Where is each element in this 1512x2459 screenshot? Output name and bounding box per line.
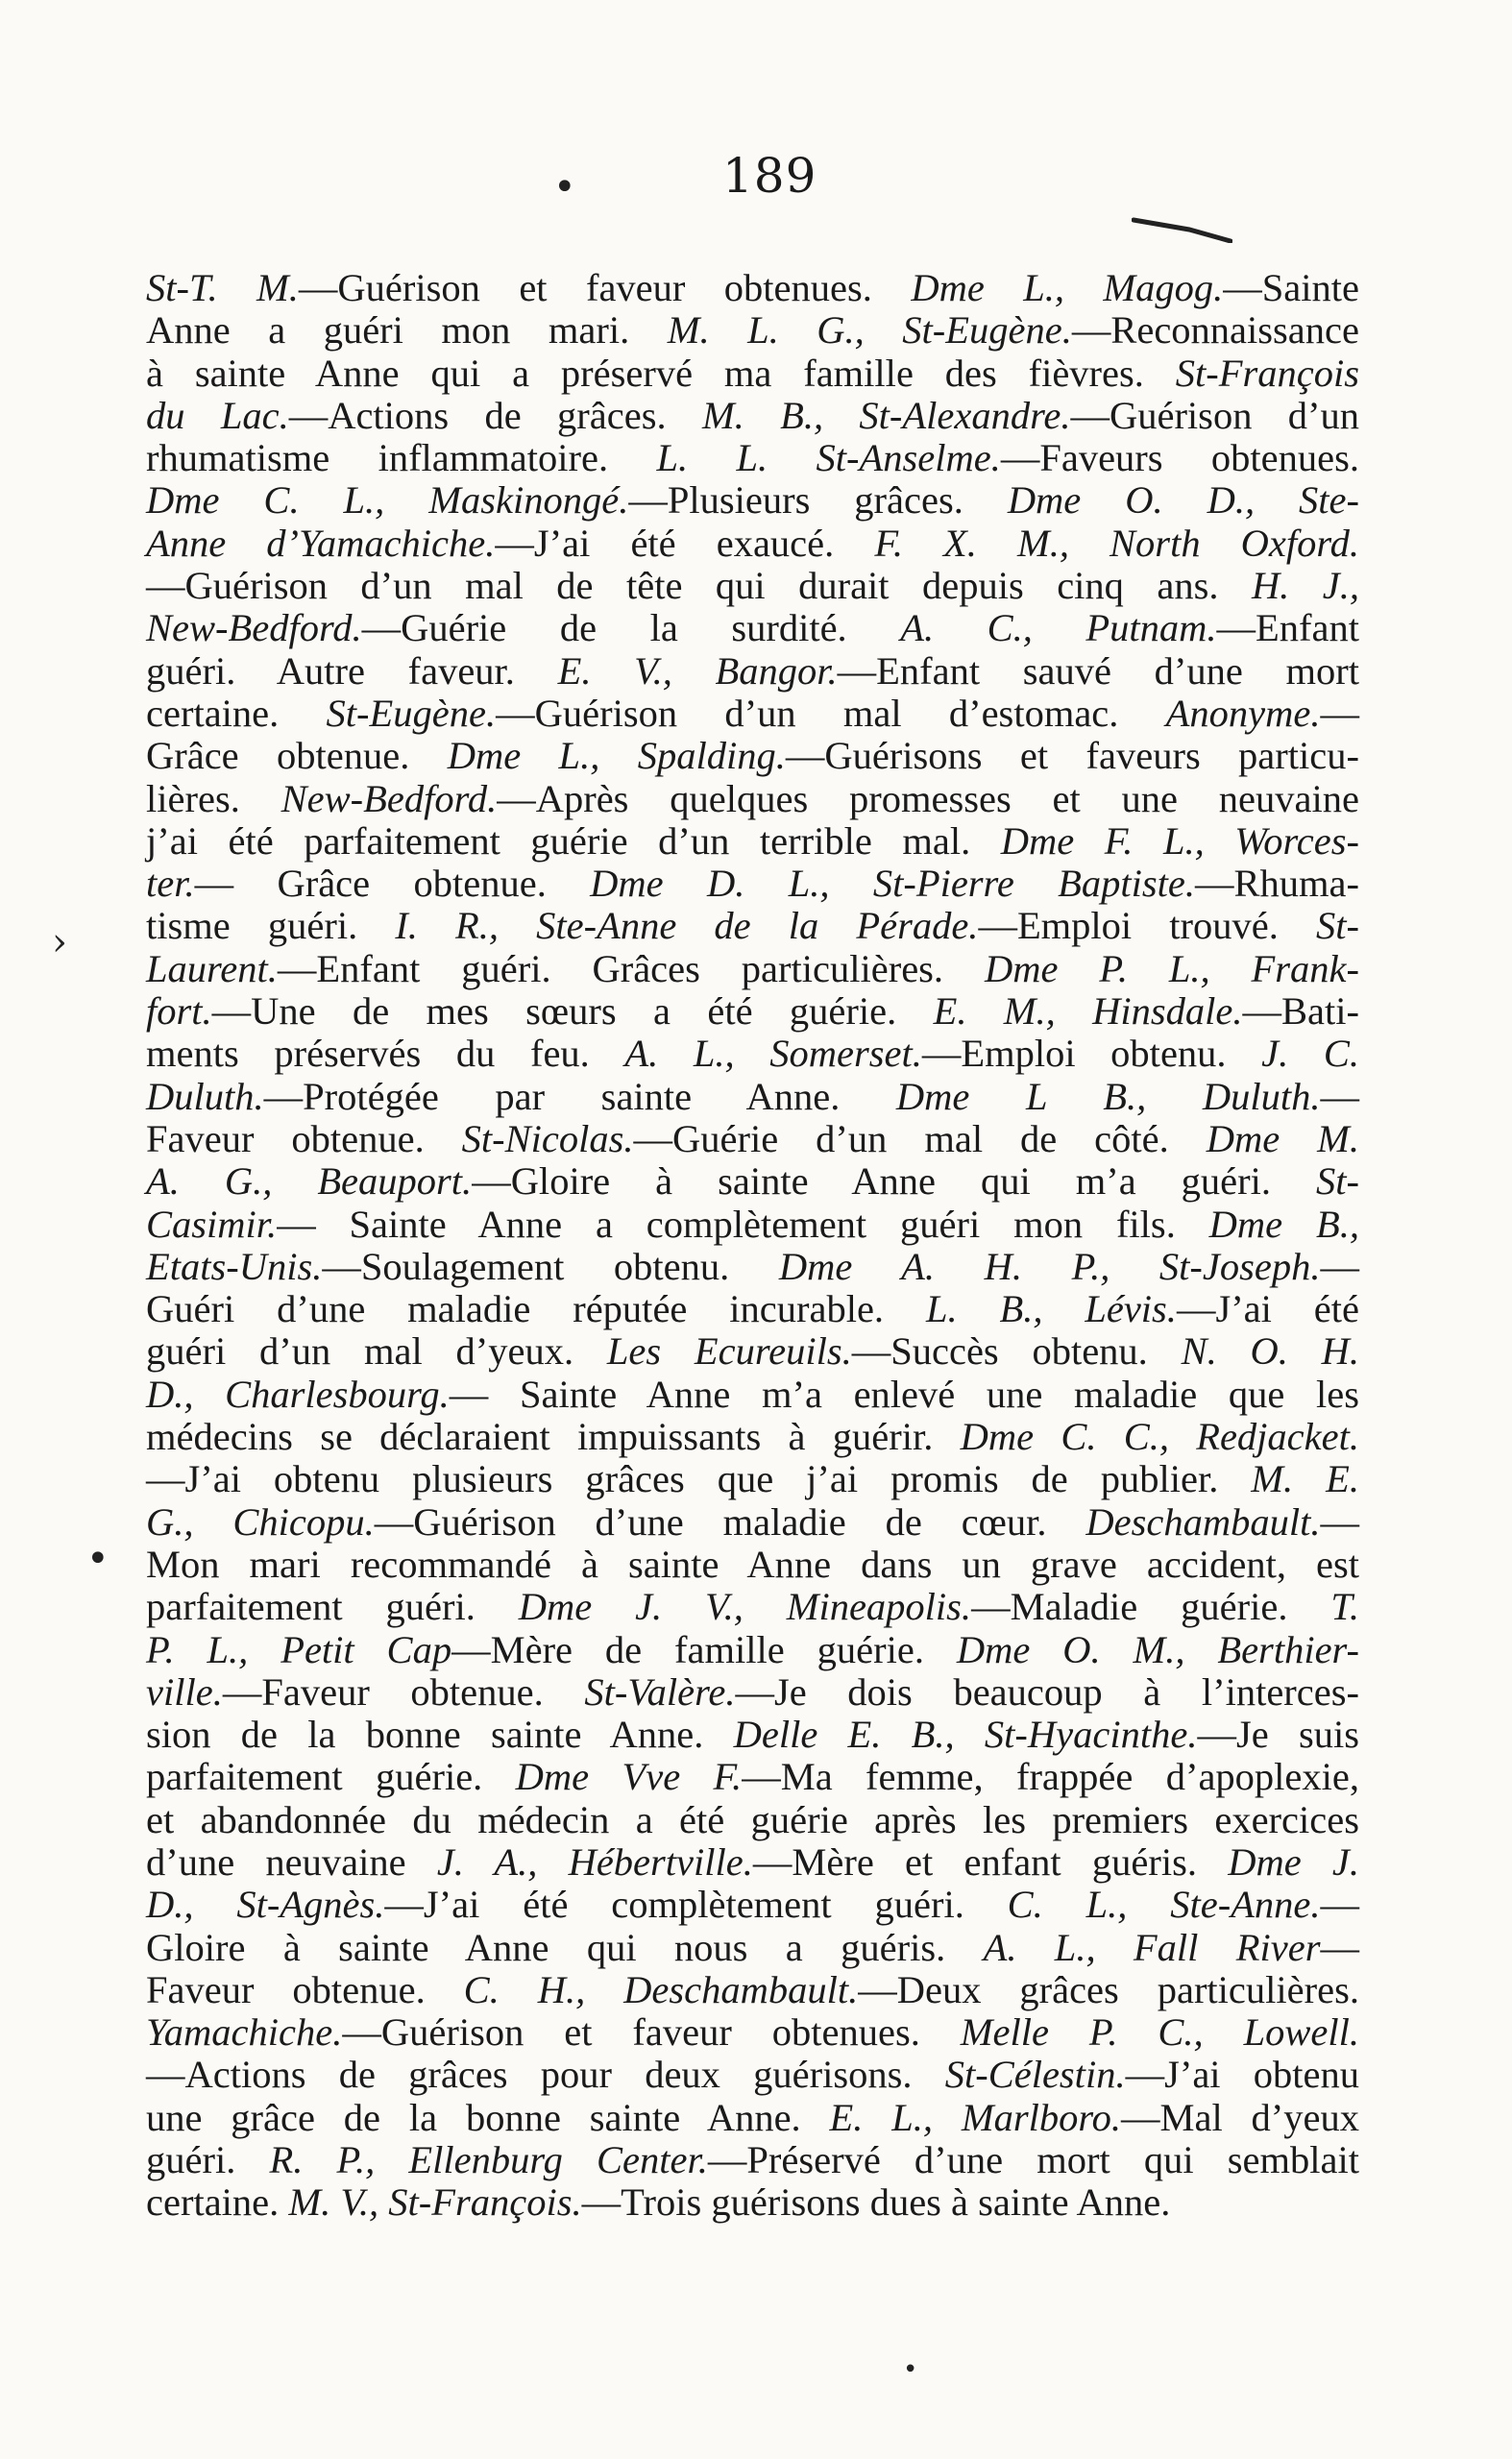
text-line: Grâce obtenue. Dme L., Spalding.—Guérisons et faveurs particu- — [146, 734, 1359, 778]
text-line: —Actions de grâces pour deux guérisons. St-Célestin.—J’ai obtenu — [146, 2053, 1359, 2097]
text-line: guéri d’un mal d’yeux. Les Ecureuils.—Succès obtenu. N. O. H. — [146, 1329, 1359, 1374]
text-line: —J’ai obtenu plusieurs grâces que j’ai promis de publier. M. E. — [146, 1457, 1359, 1501]
text-line: parfaitement guéri. Dme J. V., Mineapolis.—Maladie guérie. T. — [146, 1585, 1359, 1629]
text-line: certaine. M. V., St-François.—Trois guérisons dues à sainte Anne. — [146, 2180, 1171, 2225]
text-line: D., St-Agnès.—J’ai été complètement guéri. C. L., Ste-Anne.— — [146, 1883, 1360, 1927]
text-line: du Lac.—Actions de grâces. M. B., St-Alexandre.—Guérison d’un — [146, 393, 1359, 437]
text-line: à sainte Anne qui a préservé ma famille des fièvres. St-François — [146, 351, 1359, 395]
text-line: rhumatisme inflammatoire. L. L. St-Anselme.—Faveurs obtenues. — [146, 436, 1359, 480]
text-line: A. G., Beauport.—Gloire à sainte Anne qui m’a guéri. St- — [146, 1159, 1359, 1204]
text-line: Anne d’Yamachiche.—J’ai été exaucé. F. X. M., North Oxford. — [146, 521, 1359, 565]
text-line: Gloire à sainte Anne qui nous a guéris. A. L., Fall River— — [146, 1925, 1359, 1969]
text-line: New-Bedford.—Guérie de la surdité. A. C., Putnam.—Enfant — [146, 606, 1359, 650]
text-line: médecins se déclaraient impuissants à guérir. Dme C. C., Redjacket. — [146, 1415, 1359, 1459]
bullet-mark-icon: • — [553, 165, 576, 209]
text-line: Faveur obtenue. C. H., Deschambault.—Deux grâces particulières. — [146, 1967, 1359, 2011]
text-line: tisme guéri. I. R., Ste-Anne de la Pérade.—Emploi trouvé. St- — [146, 904, 1359, 948]
page-number: 189 — [722, 148, 817, 204]
margin-mark-icon: › — [52, 920, 67, 964]
text-line: et abandonnée du médecin a été guérie après les premiers exercices — [146, 1797, 1359, 1841]
margin-dot-icon: • — [86, 1537, 110, 1581]
text-line: lières. New-Bedford.—Après quelques promesses et une neuvaine — [146, 776, 1359, 820]
text-line: Faveur obtenue. St-Nicolas.—Guérie d’un mal de côté. Dme M. — [146, 1116, 1359, 1160]
text-line: Laurent.—Enfant guéri. Grâces particulières. Dme P. L., Frank- — [146, 946, 1359, 990]
text-line: Guéri d’une maladie réputée incurable. L. B., Lévis.—J’ai été — [146, 1287, 1359, 1331]
text-line: Dme C. L., Maskinongé.—Plusieurs grâces. Dme O. D., Ste- — [146, 478, 1359, 523]
text-line: P. L., Petit Cap—Mère de famille guérie. Dme O. M., Berthier- — [146, 1627, 1359, 1671]
text-line: une grâce de la bonne sainte Anne. E. L., Marlboro.—Mal d’yeux — [146, 2095, 1360, 2139]
text-line: fort.—Une de mes sœurs a été guérie. E. M., Hinsdale.—Bati- — [146, 989, 1359, 1034]
text-line: Yamachiche.—Guérison et faveur obtenues. Melle P. C., Lowell. — [146, 2010, 1359, 2055]
body-text — [146, 267, 1359, 2225]
text-line: Mon mari recommandé à sainte Anne dans un grave accident, est — [146, 1542, 1359, 1586]
bottom-dot-icon: • — [903, 2355, 918, 2384]
text-line: j’ai été parfaitement guérie d’un terrible mal. Dme F. L., Worces- — [146, 818, 1359, 863]
text-line: ments préservés du feu. A. L., Somerset.—Emploi obtenu. J. C. — [146, 1032, 1359, 1076]
text-line: parfaitement guérie. Dme Vve F.—Ma femme, frappée d’apoplexie, — [146, 1755, 1360, 1799]
text-line: St-T. M.—Guérison et faveur obtenues. Dme L., Magog.—Sainte — [146, 266, 1360, 309]
text-line: Etats-Unis.—Soulagement obtenu. Dme A. H. P., St-Joseph.— — [146, 1244, 1359, 1288]
text-line: certaine. St-Eugène.—Guérison d’un mal d’estomac. Anonyme.— — [146, 691, 1359, 735]
text-line: guéri. Autre faveur. E. V., Bangor.—Enfant sauvé d’une mort — [146, 648, 1359, 693]
text-line: Anne a guéri mon mari. M. L. G., St-Eugène.—Reconnaissance — [146, 308, 1359, 353]
text-line: —Guérison d’un mal de tête qui durait depuis cinq ans. H. J., — [146, 564, 1359, 608]
text-line: Casimir.— Sainte Anne a complètement guéri mon fils. Dme B., — [146, 1202, 1359, 1246]
text-line: G., Chicopu.—Guérison d’une maladie de cœur. Deschambault.— — [146, 1499, 1359, 1544]
text-line: d’une neuvaine J. A., Hébertville.—Mère et enfant guéris. Dme J. — [146, 1839, 1359, 1884]
text-line: Duluth.—Protégée par sainte Anne. Dme L B., Duluth.— — [146, 1074, 1359, 1118]
ink-dash-icon — [1132, 216, 1232, 243]
text-line: D., Charlesbourg.— Sainte Anne m’a enlevé une maladie que les — [146, 1372, 1359, 1416]
text-line: guéri. R. P., Ellenburg Center.—Préservé d’une mort qui semblait — [146, 2138, 1359, 2182]
text-line: sion de la bonne sainte Anne. Delle E. B., St-Hyacinthe.—Je suis — [146, 1713, 1360, 1757]
text-line: ville.—Faveur obtenue. St-Valère.—Je dois beaucoup à l’interces- — [146, 1669, 1359, 1714]
text-line: ter.— Grâce obtenue. Dme D. L., St-Pierre Baptiste.—Rhuma- — [146, 862, 1359, 906]
